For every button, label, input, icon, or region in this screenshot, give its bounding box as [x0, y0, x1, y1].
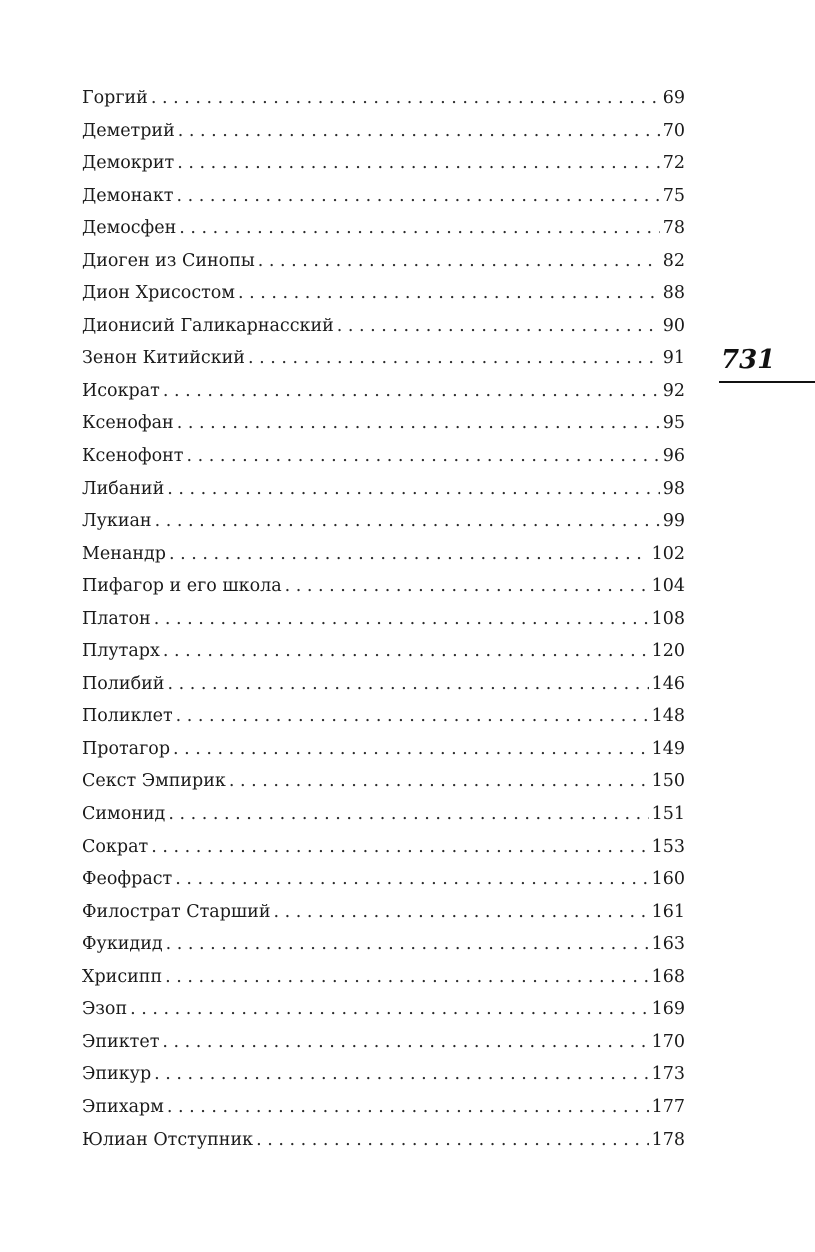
toc-entry-title: Горгий [82, 88, 148, 108]
toc-entry-title: Дионисий Галикарнасский [82, 315, 334, 336]
toc-dot-leader [178, 115, 660, 148]
toc-dot-leader [168, 798, 648, 831]
toc-dot-leader [151, 831, 648, 864]
toc-entry-title: Исократ [82, 380, 160, 401]
page-number: 731 [721, 345, 776, 375]
toc-entry-title: Плутарх [82, 641, 160, 662]
toc-entry-page: 173 [651, 1064, 685, 1085]
toc-entry-title: Протагор [82, 738, 171, 759]
toc-dot-leader [337, 310, 660, 343]
toc-entry [82, 277, 685, 310]
toc-entry-page: 104 [651, 576, 685, 597]
toc-dot-leader [229, 765, 649, 798]
toc-entry-title: Эзоп [82, 999, 128, 1020]
toc-entry-title: Либаний [82, 478, 165, 499]
toc-dot-leader [175, 863, 648, 896]
toc-entry-page: 88 [662, 283, 685, 304]
toc-entry-page: 151 [651, 804, 685, 825]
toc-entry-page: 91 [662, 348, 685, 369]
toc-entry-title: Филострат Старший [82, 901, 271, 922]
toc-entry [82, 1124, 685, 1157]
toc-entry-title: Полибий [82, 673, 165, 694]
toc-dot-leader [169, 538, 649, 571]
toc-dot-leader [165, 961, 648, 994]
toc-entry-page: 168 [651, 966, 685, 987]
toc-dot-leader [256, 1124, 649, 1157]
toc-dot-leader [154, 603, 649, 636]
table-of-contents [82, 82, 685, 1156]
toc-entry [82, 407, 685, 440]
toc-dot-leader [163, 635, 649, 668]
toc-entry [82, 961, 685, 994]
toc-entry-title: Юлиан Отступник [82, 1129, 254, 1150]
toc-entry-title: Эпихарм [82, 1096, 164, 1117]
toc-entry-page: 169 [651, 999, 685, 1020]
toc-entry-page: 90 [662, 315, 685, 336]
toc-entry [82, 245, 685, 278]
toc-dot-leader [248, 342, 660, 375]
toc-entry-title: Ксенофонт [82, 446, 184, 467]
toc-entry [82, 928, 685, 961]
toc-entry-title: Феофраст [82, 869, 173, 890]
toc-entry-page: 149 [651, 738, 685, 759]
toc-entry [82, 733, 685, 766]
toc-entry-page: 160 [651, 869, 685, 890]
toc-entry-page: 78 [662, 218, 685, 239]
toc-entry [82, 147, 685, 180]
toc-entry [82, 310, 685, 343]
toc-dot-leader [151, 82, 660, 115]
toc-dot-leader [173, 733, 649, 766]
toc-entry-title: Сократ [82, 836, 149, 857]
toc-entry-page: 72 [662, 153, 685, 174]
toc-dot-leader [167, 473, 659, 506]
toc-entry-page: 163 [651, 934, 685, 955]
toc-entry-page: 108 [651, 608, 685, 629]
toc-dot-leader [238, 277, 660, 310]
toc-dot-leader [285, 570, 649, 603]
toc-entry [82, 798, 685, 831]
toc-entry-page: 96 [662, 446, 685, 467]
toc-dot-leader [176, 180, 659, 213]
toc-dot-leader [167, 668, 648, 701]
toc-dot-leader [177, 407, 660, 440]
toc-entry [82, 505, 685, 538]
toc-entry-page: 70 [662, 120, 685, 141]
toc-entry-title: Симонид [82, 804, 166, 825]
toc-entry [82, 700, 685, 733]
toc-entry-page: 120 [651, 641, 685, 662]
toc-dot-leader [155, 505, 660, 538]
toc-dot-leader [177, 147, 660, 180]
toc-entry-title: Дион Хрисостом [82, 283, 235, 304]
toc-entry-title: Демокрит [82, 153, 175, 174]
toc-dot-leader [179, 212, 659, 245]
toc-entry [82, 440, 685, 473]
toc-entry [82, 180, 685, 213]
toc-entry-page: 161 [651, 901, 685, 922]
toc-entry-title: Менандр [82, 543, 167, 564]
toc-entry [82, 538, 685, 571]
toc-entry [82, 1091, 685, 1124]
toc-entry [82, 863, 685, 896]
toc-entry-title: Лукиан [82, 511, 152, 532]
toc-dot-leader [274, 896, 649, 929]
toc-entry-page: 178 [651, 1129, 685, 1150]
toc-entry-page: 99 [662, 511, 685, 532]
toc-dot-leader [154, 1058, 648, 1091]
toc-entry-page: 170 [651, 1031, 685, 1052]
toc-entry-title: Эпиктет [82, 1031, 160, 1052]
toc-entry [82, 1058, 685, 1091]
toc-entry-title: Диоген из Синопы [82, 250, 255, 271]
toc-entry-title: Деметрий [82, 120, 175, 141]
toc-dot-leader [186, 440, 659, 473]
toc-dot-leader [163, 375, 660, 408]
toc-entry-page: 148 [651, 706, 685, 727]
toc-entry [82, 603, 685, 636]
toc-entry [82, 1026, 685, 1059]
toc-entry-page: 75 [662, 185, 685, 206]
toc-entry-page: 102 [651, 543, 685, 564]
toc-entry-title: Эпикур [82, 1064, 152, 1085]
toc-entry-title: Ксенофан [82, 413, 174, 434]
toc-entry-page: 92 [662, 380, 685, 401]
toc-entry [82, 831, 685, 864]
toc-entry [82, 635, 685, 668]
toc-entry [82, 765, 685, 798]
toc-entry [82, 896, 685, 929]
toc-entry [82, 115, 685, 148]
toc-entry [82, 375, 685, 408]
toc-entry-title: Секст Эмпирик [82, 771, 226, 792]
toc-dot-leader [258, 245, 660, 278]
toc-entry-title: Фукидид [82, 934, 163, 955]
toc-entry [82, 212, 685, 245]
toc-dot-leader [176, 700, 649, 733]
toc-entry-title: Пифагор и его школа [82, 576, 282, 597]
toc-entry-page: 69 [662, 88, 685, 108]
toc-entry-title: Поликлет [82, 706, 173, 727]
page-number-rule [719, 381, 815, 383]
toc-entry-page: 177 [651, 1096, 685, 1117]
toc-entry-page: 146 [651, 673, 685, 694]
toc-entry-page: 82 [662, 250, 685, 271]
toc-dot-leader [166, 928, 649, 961]
toc-entry [82, 342, 685, 375]
toc-entry [82, 993, 685, 1026]
toc-entry [82, 82, 685, 115]
toc-entry-title: Демосфен [82, 218, 177, 239]
toc-entry-title: Платон [82, 608, 151, 629]
toc-dot-leader [167, 1091, 649, 1124]
toc-entry-title: Хрисипп [82, 966, 163, 987]
toc-entry [82, 473, 685, 506]
toc-entry-page: 153 [651, 836, 685, 857]
toc-entry-page: 95 [662, 413, 685, 434]
toc-entry-page: 150 [651, 771, 685, 792]
toc-dot-leader [162, 1026, 648, 1059]
toc-entry-page: 98 [662, 478, 685, 499]
toc-entry-title: Демонакт [82, 185, 174, 206]
toc-dot-leader [130, 993, 648, 1026]
toc-entry [82, 668, 685, 701]
toc-entry [82, 570, 685, 603]
toc-entry-title: Зенон Китийский [82, 348, 245, 369]
